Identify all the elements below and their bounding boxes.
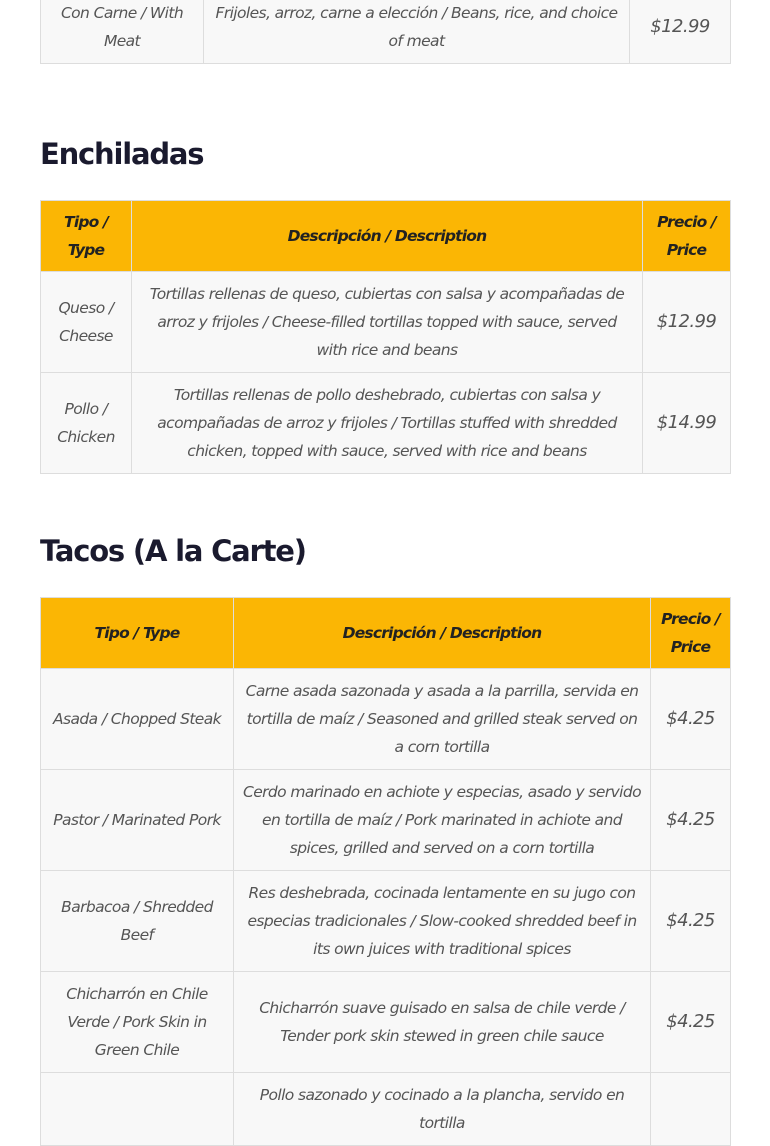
item-type: Barbacoa / Shredded Beef — [41, 871, 234, 972]
item-description: Tortillas rellenas de queso, cubiertas con salsa y acompañadas de arroz y frijoles / Cheese-filled tortillas topped with sauce, served with rice and beans — [132, 272, 643, 373]
column-header-type: Tipo / Type — [41, 598, 234, 669]
table-row — [41, 669, 731, 770]
item-price: $12.99 — [630, 0, 731, 64]
item-description: Frijoles, arroz, carne a elección / Beans, rice, and choice of meat — [204, 0, 630, 64]
item-price: $4.25 — [651, 972, 731, 1073]
table-row — [41, 972, 731, 1073]
table-row — [41, 871, 731, 972]
item-type: Pastor / Marinated Pork — [41, 770, 234, 871]
section-title-tacos: Tacos (A la Carte) — [40, 534, 306, 568]
table-row — [41, 1073, 731, 1146]
enchiladas-table — [40, 200, 731, 474]
item-description: Chicharrón suave guisado en salsa de chile verde / Tender pork skin stewed in green chile sauce — [234, 972, 651, 1073]
table-header-row — [41, 598, 731, 669]
item-price: $12.99 — [643, 272, 731, 373]
item-price: $14.99 — [643, 373, 731, 474]
table-row — [41, 770, 731, 871]
item-type: Asada / Chopped Steak — [41, 669, 234, 770]
item-price — [651, 1073, 731, 1146]
column-header-type: Tipo / Type — [41, 201, 132, 272]
table-header-row — [41, 201, 731, 272]
table-row — [41, 373, 731, 474]
previous-section-table — [40, 0, 731, 64]
table-row — [41, 272, 731, 373]
item-description: Carne asada sazonada y asada a la parrilla, servida en tortilla de maíz / Seasoned and grilled steak served on a corn tortilla — [234, 669, 651, 770]
column-header-description: Descripción / Description — [234, 598, 651, 669]
column-header-price: Precio / Price — [651, 598, 731, 669]
section-title-enchiladas: Enchiladas — [40, 137, 204, 171]
item-type: Pollo / Chicken — [41, 373, 132, 474]
item-price: $4.25 — [651, 669, 731, 770]
item-description: Res deshebrada, cocinada lentamente en su jugo con especias tradicionales / Slow-cooked shredded beef in its own juices with traditional spices — [234, 871, 651, 972]
item-type — [41, 1073, 234, 1146]
column-header-description: Descripción / Description — [132, 201, 643, 272]
table-row — [41, 0, 731, 64]
item-type: Chicharrón en Chile Verde / Pork Skin in Green Chile — [41, 972, 234, 1073]
item-description: Pollo sazonado y cocinado a la plancha, servido en tortilla — [234, 1073, 651, 1146]
item-price: $4.25 — [651, 770, 731, 871]
item-price: $4.25 — [651, 871, 731, 972]
item-description: Cerdo marinado en achiote y especias, asado y servido en tortilla de maíz / Pork marinated in achiote and spices, grilled and served on a corn tortilla — [234, 770, 651, 871]
tacos-table — [40, 597, 731, 1146]
item-type: Con Carne / With Meat — [41, 0, 204, 64]
column-header-price: Precio / Price — [643, 201, 731, 272]
item-description: Tortillas rellenas de pollo deshebrado, cubiertas con salsa y acompañadas de arroz y frijoles / Tortillas stuffed with shredded chicken, topped with sauce, served with rice and beans — [132, 373, 643, 474]
item-type: Queso / Cheese — [41, 272, 132, 373]
